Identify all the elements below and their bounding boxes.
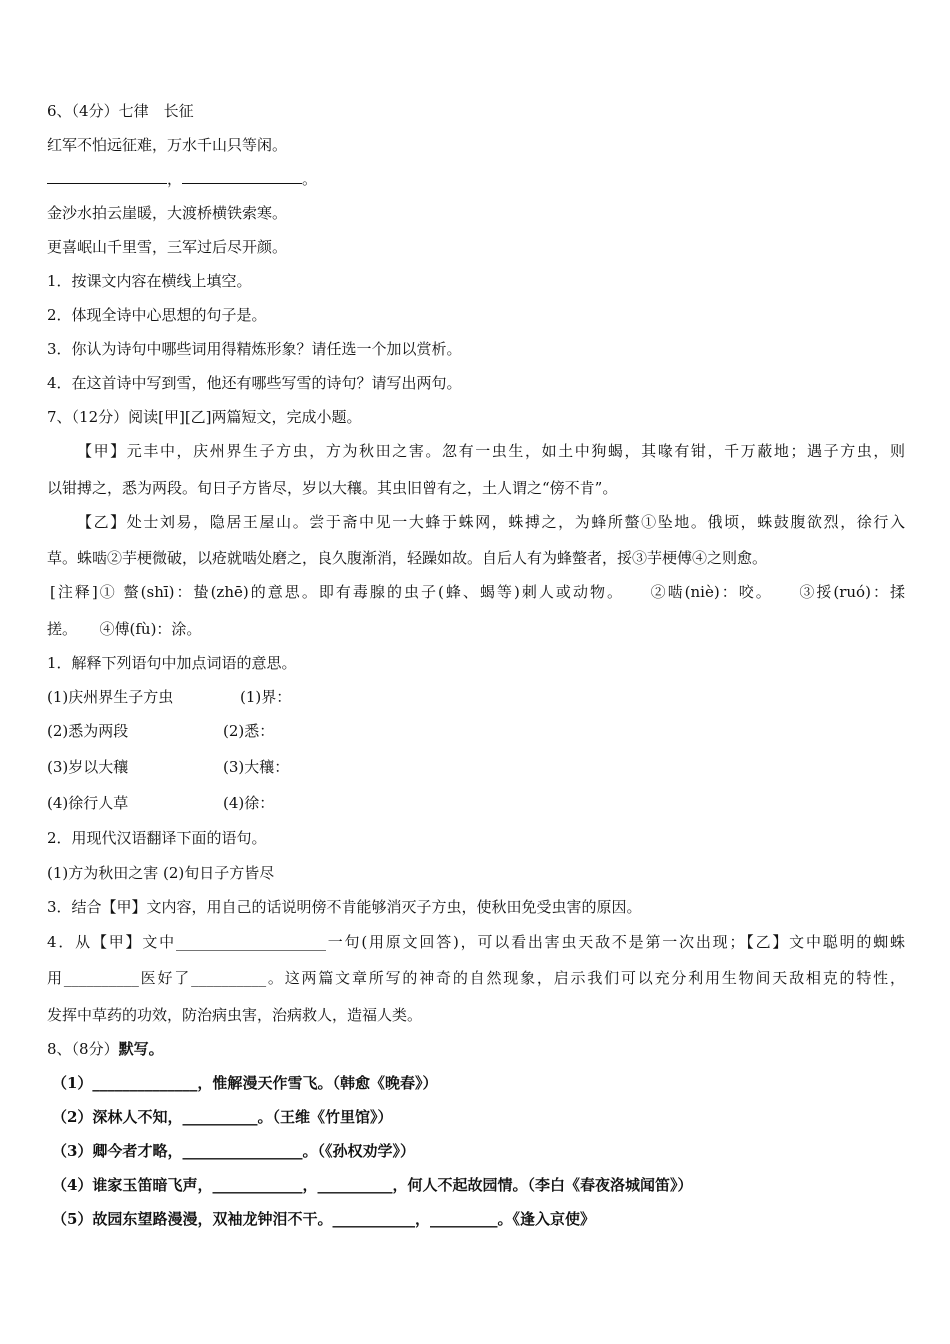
item-phrase: (3)岁以大穰 (47, 758, 129, 776)
q7-sub2-items: (1)方为秋田之害 (2)旬日子方皆尽 (47, 864, 275, 882)
item-word: (1)界： (240, 688, 292, 706)
q6-sub4: 4．在这首诗中写到雪，他还有哪些写雪的诗句？请写出两句。 (47, 374, 462, 392)
item-word: (2)悉： (223, 722, 275, 740)
q7-header: 7、（12分）阅读[甲][乙]两篇短文，完成小题。 (47, 408, 362, 426)
q7-sub4-line2: 用__________医好了__________。这两篇文章所写的神奇的自然现象，启示我们可以充分利用生物间天敌相克的特性， (47, 969, 905, 987)
passage-jia-line2: 以钳搏之，悉为两段。旬日子方皆尽，岁以大穰。其虫旧曾有之，土人谓之“傍不肯”。 (47, 479, 618, 497)
q7-item-1 (47, 687, 292, 707)
passage-jia-line1: 【甲】元丰中，庆州界生子方虫，方为秋田之害。忽有一虫生，如土中狗蝎，其喙有钳，千万蔽地；遇子方虫，则 (77, 442, 905, 460)
q7-item-3 (47, 757, 290, 777)
q8-header (47, 1039, 164, 1059)
q6-sub1: 1．按课文内容在横线上填空。 (47, 272, 252, 290)
item-phrase: (4)徐行人草 (47, 794, 129, 812)
item-word: (3)大穰： (223, 758, 290, 776)
q8-item-1: （1）______________，惟解漫天作雪飞。（韩愈《晚春》） (52, 1074, 438, 1092)
annotation-line1: [注释]① 螫(shī)：蛰(zhē)的意思。即有毒腺的虫子(蜂、蝎等)刺人或动物。 ②啮(niè)：咬。 ③挼(ruó)：揉 (50, 583, 905, 601)
passage-yi-line1: 【乙】处士刘易，隐居王屋山。尝于斋中见一大蜂于蛛网，蛛搏之，为蜂所螫①坠地。俄顷，蛛鼓腹欲烈，徐行入 (77, 513, 905, 531)
q6-sub3: 3．你认为诗句中哪些词用得精炼形象？请任选一个加以赏析。 (47, 340, 462, 358)
q8-header-title: 默写。 (118, 1040, 164, 1058)
poem-line-1: 红军不怕远征难，万水千山只等闲。 (47, 136, 288, 154)
q8-item-4: （4）谁家玉笛暗飞声，____________，__________，何人不起故园情。（李白《春夜洛城闻笛》） (52, 1176, 693, 1194)
poem-line-3: 金沙水拍云崖暖，大渡桥横铁索寒。 (47, 204, 288, 222)
q7-sub1: 1．解释下列语句中加点词语的意思。 (47, 654, 297, 672)
q6-header: 6、（4分）七律 长征 (47, 102, 194, 120)
item-word: (4)徐： (223, 794, 275, 812)
poem-line-4: 更喜岷山千里雪，三军过后尽开颜。 (47, 238, 288, 256)
q6-sub2: 2．体现全诗中心思想的句子是。 (47, 306, 267, 324)
q8-header-prefix: 8、（8分） (47, 1040, 119, 1058)
q7-item-2 (47, 721, 275, 741)
item-phrase: (2)悉为两段 (47, 722, 129, 740)
q8-item-5: （5）故园东望路漫漫，双袖龙钟泪不干。___________，_________。《逢入京使》 (52, 1210, 595, 1228)
q8-item-2: （2）深林人不知，__________。（王维《竹里馆》） (52, 1108, 393, 1126)
poem-blank-line (47, 169, 317, 189)
q7-sub3: 3．结合【甲】文内容，用自己的话说明傍不肯能够消灭子方虫，使秋田免受虫害的原因。 (47, 898, 642, 916)
poem-blank-1[interactable] (47, 169, 167, 184)
item-phrase: (1)庆州界生子方虫 (47, 688, 174, 706)
poem-blank-sep: ， (167, 170, 183, 188)
annotation-line2: 搓。 ④傅(fù)：涂。 (47, 620, 202, 638)
q7-sub2: 2．用现代汉语翻译下面的语句。 (47, 829, 267, 847)
poem-blank-end: 。 (302, 170, 318, 188)
q8-item-3: （3）卿今者才略，________________。（《孙权劝学》） (52, 1142, 415, 1160)
q7-sub4-line3: 发挥中草药的功效，防治病虫害，治病救人，造福人类。 (47, 1006, 423, 1024)
passage-yi-line2: 草。蛛啮②芋梗微破，以疮就啮处磨之，良久腹渐消，轻躁如故。自后人有为蜂螫者，挼③芋梗傅④之则愈。 (47, 549, 768, 567)
poem-blank-2[interactable] (182, 169, 302, 184)
q7-item-4 (47, 793, 275, 813)
q7-sub4-line1: 4．从【甲】文中____________________一句(用原文回答)，可以看出害虫天敌不是第一次出现；【乙】文中聪明的蜘蛛 (47, 933, 905, 951)
